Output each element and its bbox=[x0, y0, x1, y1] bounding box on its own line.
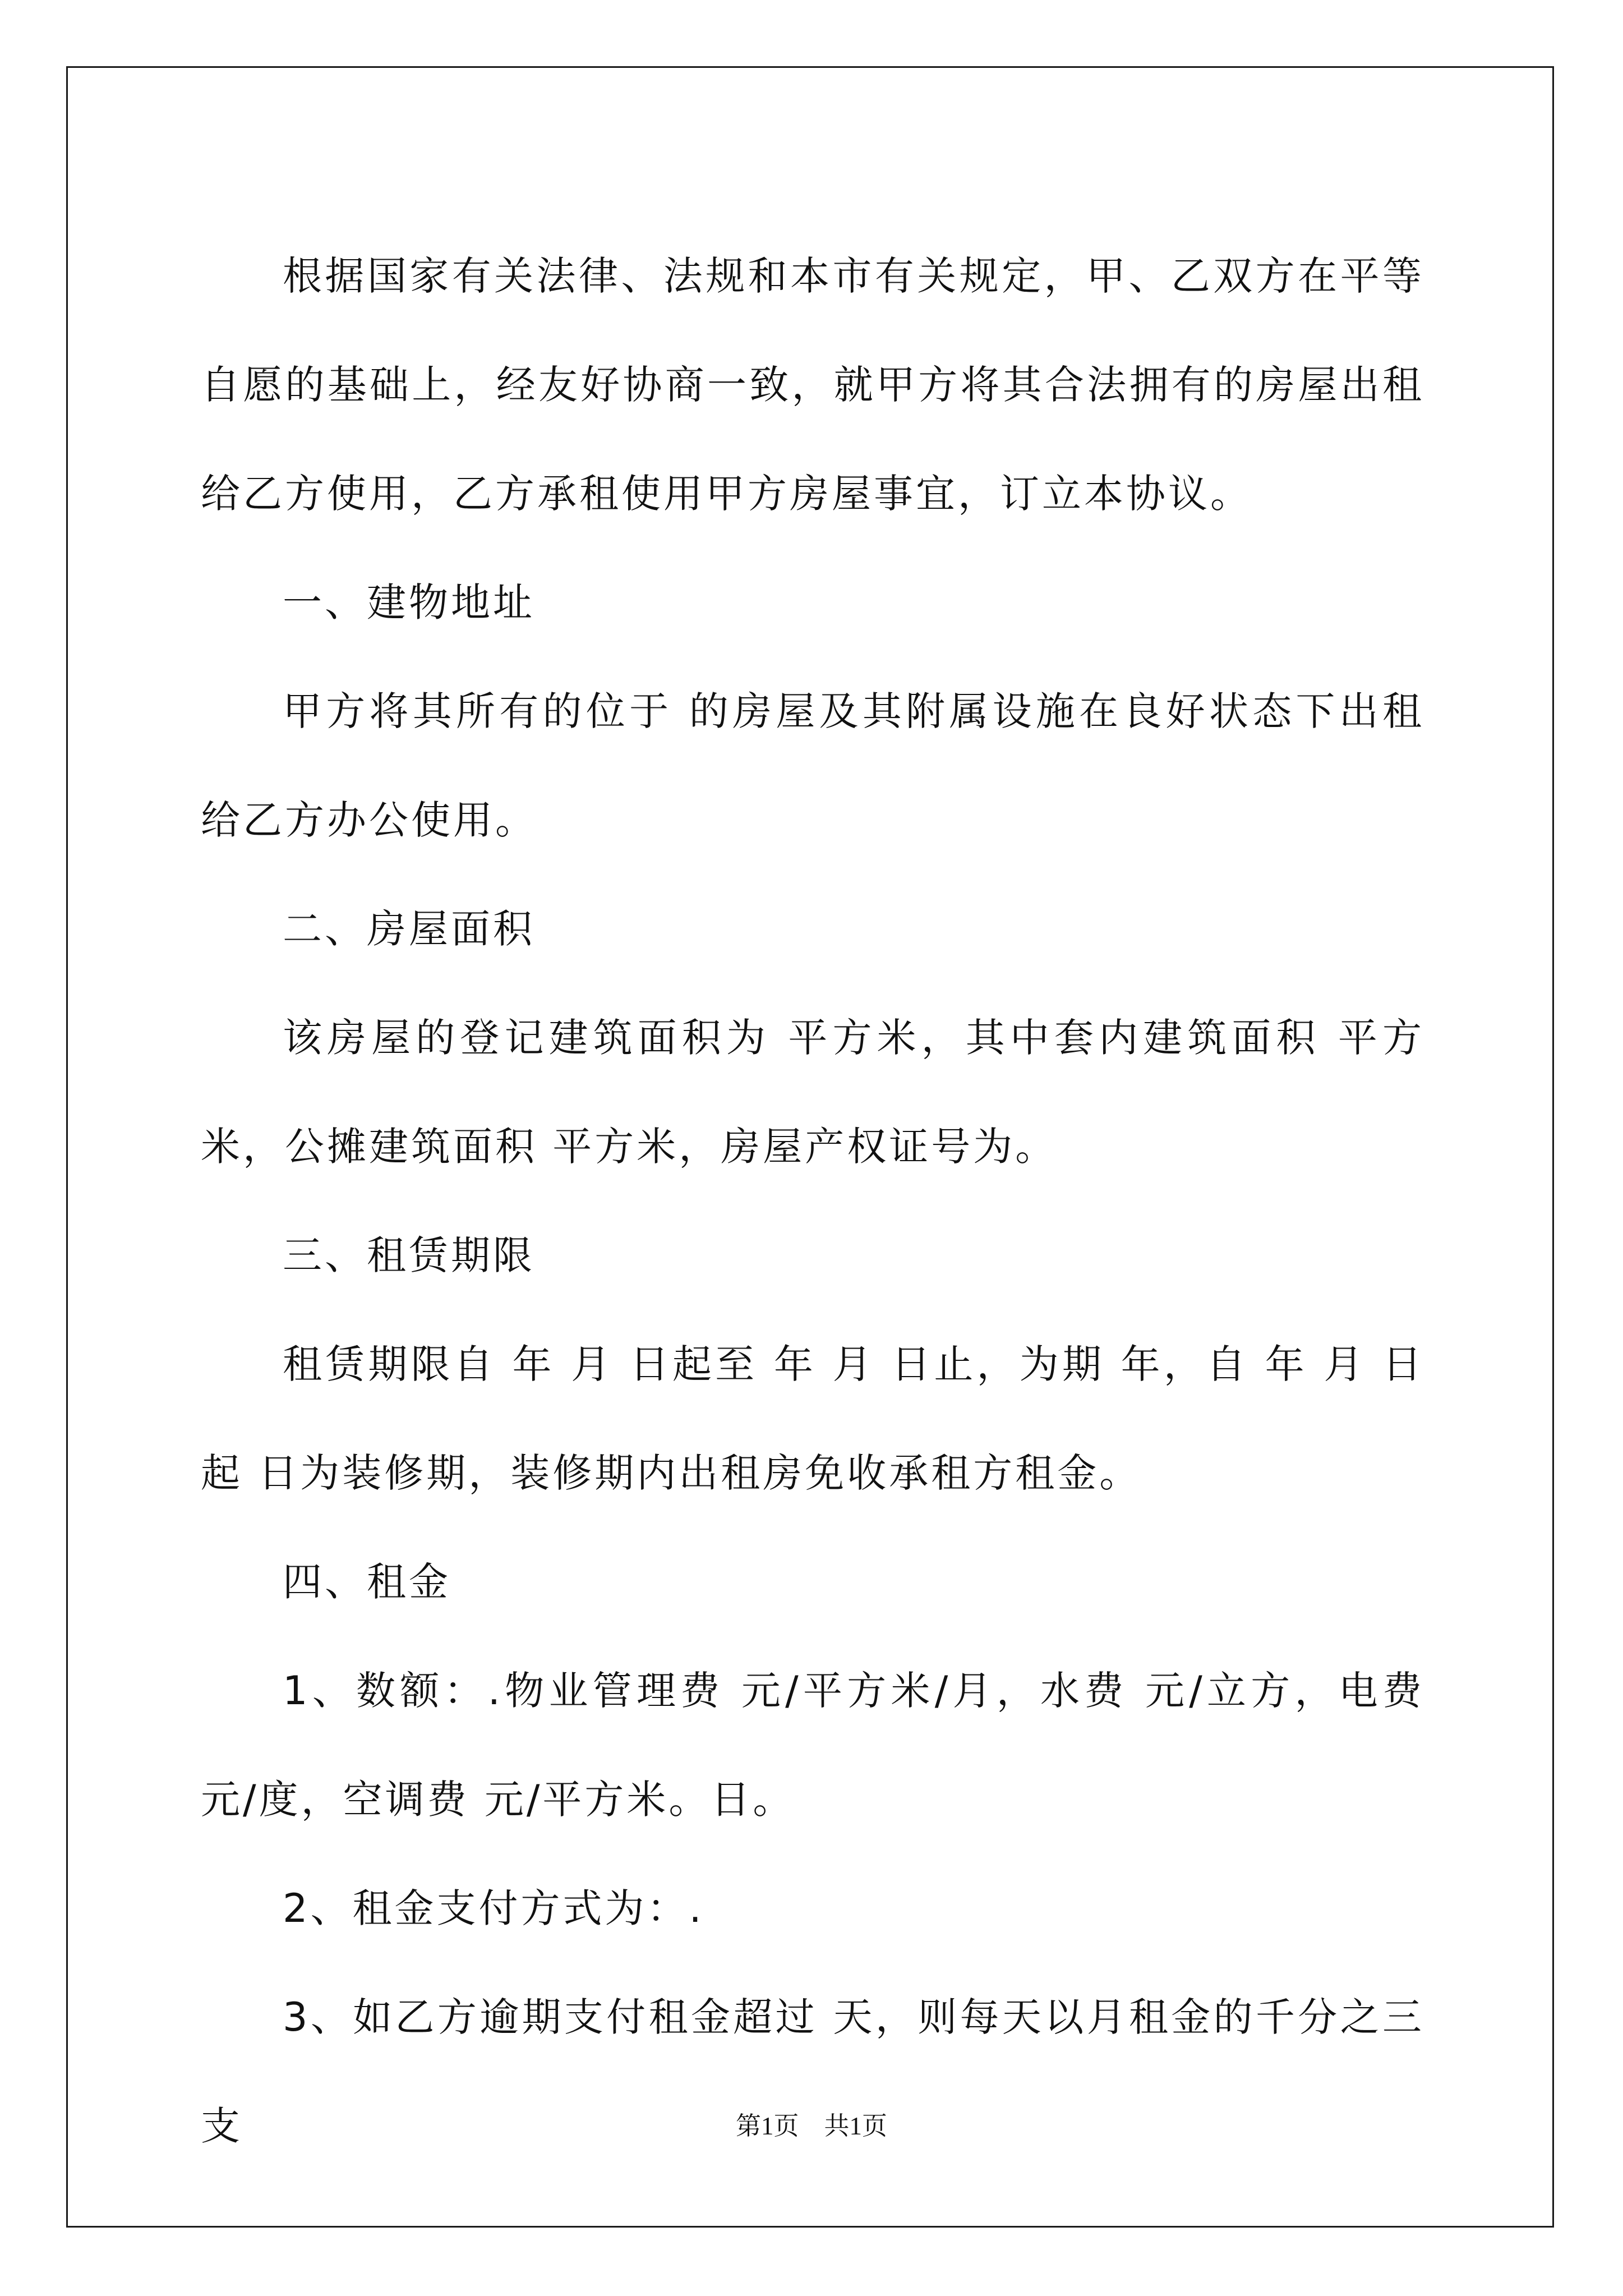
section-heading-address: 一、建物地址 bbox=[283, 579, 535, 625]
section-heading-area: 二、房屋面积 bbox=[283, 906, 535, 952]
rent-payment-paragraph: 2、租金支付方式为：. bbox=[283, 1885, 704, 1931]
intro-paragraph: 根据国家有关法律、法规和本市有关规定，甲、乙双方在平等自愿的基础上，经友好协商一致，就甲方将其合法拥有的房屋出租给乙方使用，乙方承租使用甲方房屋事宜，订立本协议。 bbox=[201, 253, 1424, 517]
address-paragraph: 甲方将其所有的位于 的房屋及其附属设施在良好状态下出租给乙方办公使用。 bbox=[201, 688, 1424, 843]
section-heading-term: 三、租赁期限 bbox=[283, 1232, 535, 1278]
term-paragraph: 租赁期限自 年 月 日起至 年 月 日止，为期 年，自 年 月 日起 日为装修期，装修期内出租房免收承租方租金。 bbox=[201, 1341, 1424, 1496]
page-number-footer: 第1页 共1页 bbox=[735, 2112, 887, 2140]
area-paragraph: 该房屋的登记建筑面积为 平方米，其中套内建筑面积 平方米，公摊建筑面积 平方米，房屋产权证号为。 bbox=[201, 1015, 1424, 1170]
document-body bbox=[201, 222, 1424, 2180]
section-heading-rent: 四、租金 bbox=[283, 1559, 451, 1605]
late-payment-paragraph: 3、如乙方逾期支付租金超过 天，则每天以月租金的千分之三支 bbox=[201, 1994, 1424, 2149]
rent-amount-paragraph: 1、数额：.物业管理费 元/平方米/月，水费 元/立方，电费 元/度，空调费 元/平方米。日。 bbox=[201, 1668, 1424, 1823]
